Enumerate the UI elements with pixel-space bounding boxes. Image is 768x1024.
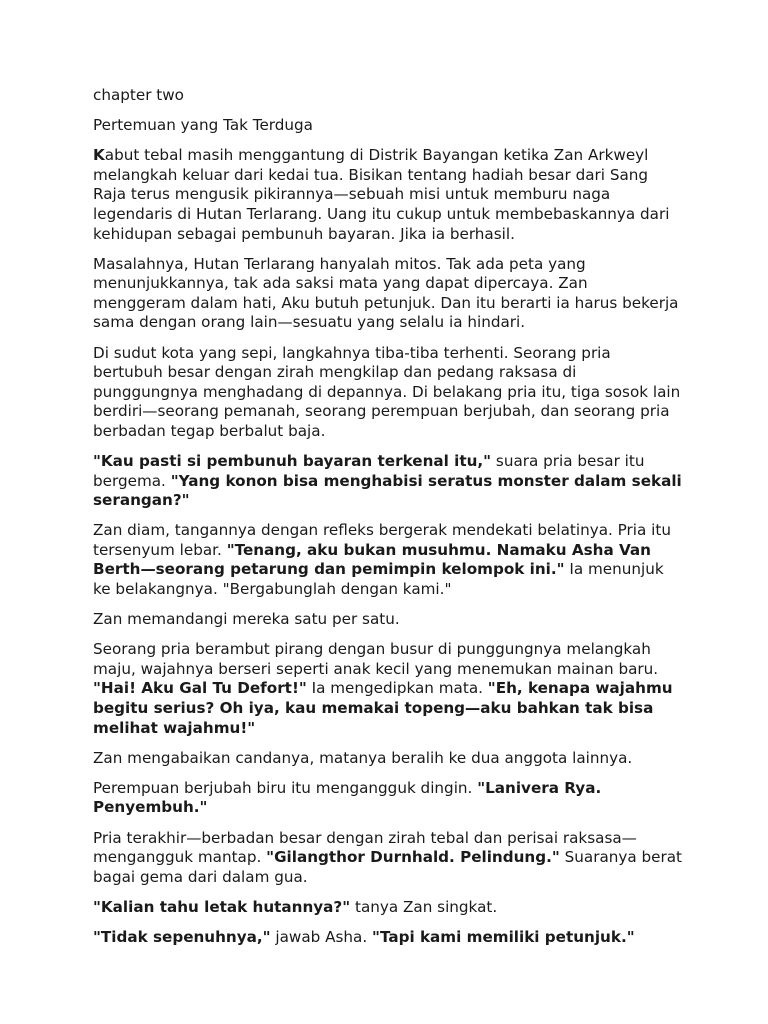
dialogue-text: "Tapi kami memiliki petunjuk."	[372, 927, 635, 946]
dialogue-text: "Lanivera Rya. Penyembuh."	[93, 778, 602, 817]
body-paragraph	[93, 928, 683, 948]
body-paragraph	[93, 610, 683, 630]
body-paragraph	[93, 779, 683, 818]
document-page	[93, 86, 683, 958]
dialogue-text: "Eh, kenapa wajahmu begitu serius? Oh iya, kau memakai topeng—aku bahkan tak bisa melihat wajahmu!"	[93, 679, 673, 737]
body-paragraph	[93, 829, 683, 888]
dialogue-text: "Kau pasti si pembunuh bayaran terkenal itu,"	[93, 452, 492, 470]
body-paragraph	[93, 344, 683, 442]
narrative-text: Zan mengabaikan candanya, matanya beralih ke dua anggota lainnya.	[93, 748, 633, 767]
drop-cap: K	[93, 146, 105, 165]
dialogue-text: "Yang konon bisa menghabisi seratus monster dalam sekali serangan?"	[93, 471, 682, 510]
narrative-text: Perempuan berjubah biru itu mengangguk dingin.	[93, 778, 478, 797]
body-paragraph	[93, 255, 683, 333]
narrative-text: Zan diam, tangannya dengan refleks bergerak mendekati belatinya. Pria itu tersenyum lebar.	[93, 521, 671, 559]
narrative-text: Seorang pria berambut pirang dengan busur di punggungnya melangkah maju, wajahnya berseri seperti anak kecil yang menemukan mainan baru.	[93, 640, 659, 678]
narrative-text: Masalahnya, Hutan Terlarang hanyalah mitos. Tak ada peta yang menunjukkannya, tak ada saksi mata yang dapat dipercaya. Zan menggeram dalam hati, Aku butuh petunjuk. Dan itu berarti ia harus bekerja sama dengan orang lain—sesuatu yang selalu ia hindari.	[93, 254, 679, 332]
narrative-text: tanya Zan singkat.	[350, 897, 498, 916]
narrative-text: suara pria besar itu bergema.	[93, 452, 645, 490]
chapter-body	[93, 146, 683, 947]
body-paragraph	[93, 640, 683, 738]
dialogue-text: "Kalian tahu letak hutannya?"	[93, 897, 351, 916]
dialogue-text: "Hai! Aku Gal Tu Defort!"	[93, 679, 307, 698]
dialogue-text: "Gilangthor Durnhald. Pelindung."	[266, 848, 560, 867]
narrative-text: abut tebal masih menggantung di Distrik Bayangan ketika Zan Arkweyl melangkah keluar dari kedai tua. Bisikan tentang hadiah besar dari Sang Raja terus mengusik pikirannya—sebuah misi untuk memburu naga legendaris di Hutan Terlarang. Uang itu cukup untuk membebaskannya dari kehidupan sebagai pembunuh bayaran. Jika ia berhasil.	[93, 146, 670, 243]
chapter-title: Pertemuan yang Tak Terduga	[93, 116, 313, 135]
chapter-label: chapter two	[93, 86, 184, 104]
body-paragraph	[93, 452, 683, 511]
body-paragraph	[93, 146, 683, 244]
dialogue-text: "Tidak sepenuhnya,"	[93, 927, 271, 946]
narrative-text: Pria terakhir—berbadan besar dengan zirah tebal dan perisai raksasa—mengangguk mantap.	[93, 828, 637, 867]
narrative-text: Suaranya berat bagai gema dari dalam gua.	[93, 848, 682, 886]
body-paragraph	[93, 898, 683, 918]
dialogue-text: "Tenang, aku bukan musuhmu. Namaku Asha Van Berth—seorang petarung dan pemimpin kelompok ini."	[93, 540, 651, 579]
narrative-text: Di sudut kota yang sepi, langkahnya tiba-tiba terhenti. Seorang pria bertubuh besar dengan zirah mengkilap dan pedang raksasa di punggungnya menghadang di depannya. Di belakang pria itu, tiga sosok lain berdiri—seorang pemanah, seorang perempuan berjubah, dan seorang pria berbadan tegap berbalut baja.	[93, 343, 681, 440]
body-paragraph	[93, 521, 683, 599]
narrative-text: Zan memandangi mereka satu per satu.	[93, 610, 400, 629]
narrative-text: jawab Asha.	[270, 927, 373, 946]
narrative-text: Ia menunjuk ke belakangnya. "Bergabunglah dengan kami."	[93, 560, 664, 599]
narrative-text: Ia mengedipkan mata.	[306, 679, 488, 698]
body-paragraph	[93, 749, 683, 769]
